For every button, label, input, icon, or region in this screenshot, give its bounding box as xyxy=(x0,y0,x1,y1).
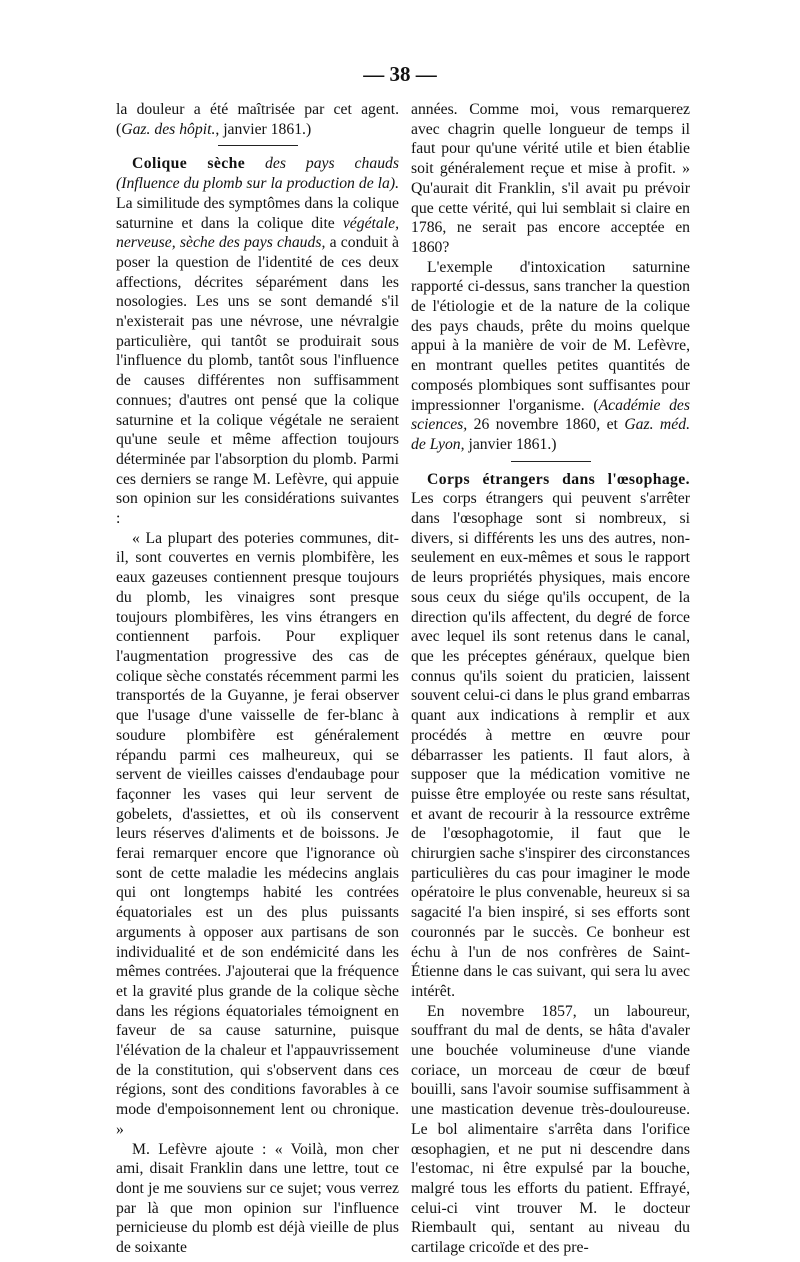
text-run: la douleur a été maîtrisée par cet agent. ( xyxy=(116,101,399,138)
section-heading-subtitle: des pays chauds (Influence du plomb sur la production de la). xyxy=(116,155,399,193)
right-paragraph-3 xyxy=(411,470,690,1002)
text-run: La similitude des symptômes dans la colique saturnine et dans la colique dite xyxy=(116,194,399,232)
right-paragraph-1: années. Comme moi, vous remarquerez avec chagrin quelle longueur de temps il faut pour qu'une vérité utile et bien établie soit généralement reçue et mise à profit. » Qu'aurait dit Franklin, s'il avait pu prévoir que cette vérité, qui lui semblait si claire en 1786, ne serait pas encore acceptée en 1860? xyxy=(411,101,690,256)
left-paragraph-2 xyxy=(116,154,399,528)
right-column xyxy=(411,100,690,1258)
section-heading: Colique sèche xyxy=(132,155,246,173)
text-run: a conduit à poser la question de l'identité de ces deux affections, décrites séparément dans les nosologies. Les uns se sont demandé s'il n'existerait pas une névrose, une névralgie particulière, qui tantôt se produirait sous l'influence du plomb, tantôt sous l'influence de causes différentes non suffisamment connues; d'autres ont pensé que la colique saturnine et la colique végétale ne seraient qu'une seule et même affection toujours déterminée par l'absorption du plomb. Parmi ces derniers se range M. Lefèvre, qui appuie son opinion sur les considérations suivantes : xyxy=(116,234,400,528)
citation: Académie des sciences, xyxy=(411,396,690,434)
text-run: L'exemple d'intoxication saturnine rapporté ci-dessus, sans trancher la question de l'étiologie et de la nature de la colique des pays chauds, prête du moins quelque appui à la manière de voir de M. Lefèvre, en montrant quelles petites quantités de composés plombiques sont suffisantes pour impressionner l'organisme. ( xyxy=(411,258,690,414)
text-run: 26 novembre 1860, et xyxy=(467,416,625,434)
citation: Gaz. méd. de Lyon, xyxy=(411,416,690,453)
text-run: Les corps étrangers qui peuvent s'arrêter dans l'œsophage sont si nombreux, si divers, si différents les uns des autres, non-seulement en eux-mêmes et sous le rapport de leurs propriétés physiques, mais encore sous ceux du siége qu'ils occupent, de la direction qu'ils affectent, du degré de force avec lequel ils sont retenus dans le canal, que les préceptes généraux, quelque bien connus qu'ils soient du praticien, laissent souvent celui-ci dans le plus grand embarras quant aux indications à remplir et aux procédés à mettre en œuvre pour débarrasser les patients. Il faut alors, à supposer que la médication vomitive ne puisse être employée ou reste sans résultat, et avant de recourir à la ressource extrême de l'œsophagotomie, il faut que le chirurgien sache s'inspirer des circonstances particulières du cas pour imaginer le mode opératoire le plus convenable, heureux si sa sagacité l'a bien inspiré, si ses efforts sont couronnés par le succès. Ce bonheur est échu à l'un de nos confrères de Saint-Étienne dans le cas suivant, qui sera lu avec intérêt. xyxy=(411,490,690,1000)
left-paragraph-1 xyxy=(116,100,399,139)
italic-text: végétale, nerveuse, sèche des pays chauds, xyxy=(116,214,399,252)
right-paragraph-4: En novembre 1857, un laboureur, souffrant du mal de dents, se hâta d'avaler une bouchée volumineuse d'une viande coriace, un morceau de cœur de bœuf bouilli, sans l'avoir soumise suffisamment à une mastication devenue très-douloureuse. Le bol alimentaire s'arrêta dans l'orifice œsophagien, et ne put ni descendre dans l'estomac, ni être expulsé par la bouche, malgré tous les efforts du patient. Effrayé, celui-ci vint trouver M. le docteur Riembault qui, sentant au niveau du cartilage cricoïde et des pre- xyxy=(411,1002,690,1257)
section-divider xyxy=(218,145,298,146)
text-run: , janvier 1861.) xyxy=(215,120,312,138)
right-paragraph-2 xyxy=(411,258,690,455)
text-run: janvier 1861.) xyxy=(464,435,557,453)
section-divider xyxy=(511,461,591,462)
citation: Gaz. des hôpit. xyxy=(121,120,216,138)
left-column xyxy=(116,100,399,1258)
left-paragraph-4: M. Lefèvre ajoute : « Voilà, mon cher ami, disait Franklin dans une lettre, tout ce dont je me souviens sur ce sujet; vous verrez par là que mon opinion sur l'influence pernicieuse du plomb est déjà vieille de plus de soixante xyxy=(116,1140,399,1257)
left-paragraph-3: « La plupart des poteries communes, dit-il, sont couvertes en vernis plombifère, les eaux gazeuses contiennent presque toujours du plomb, les vinaigres sont presque toujours plombifères, les vins étrangers en contiennent parfois. Pour expliquer l'augmentation progressive des cas de colique sèche constatés récemment parmi les transportés de la Guyanne, je ferai observer que l'usage d'une vaisselle de fer-blanc à soudure plombifère est généralement répandu parmi ces malheureux, qui se servent de vieilles caisses d'endaubage pour façonner les vases qui leur servent de gobelets, d'assiettes, et où ils conservent leurs réserves d'aliments et de boissons. Je ferai remarquer encore que l'ignorance où sont de cette maladie les médecins anglais qui ont longtemps habité les contrées équatoriales est un des plus puissants arguments à opposer aux partisans de son individualité et de son endémicité dans les mêmes contrées. J'ajouterai que la fréquence et la gravité plus grande de la colique sèche dans les régions équatoriales témoignent en faveur de sa cause saturnine, puisque l'élévation de la chaleur et l'appauvrissement de la constitution, qui s'observent dans ces régions, sont des conditions favorables à ce mode d'empoisonnement lent ou chronique. » xyxy=(116,529,399,1138)
page-number: — 38 — xyxy=(363,62,437,86)
section-heading: Corps étrangers dans l'œsophage. xyxy=(427,470,690,488)
